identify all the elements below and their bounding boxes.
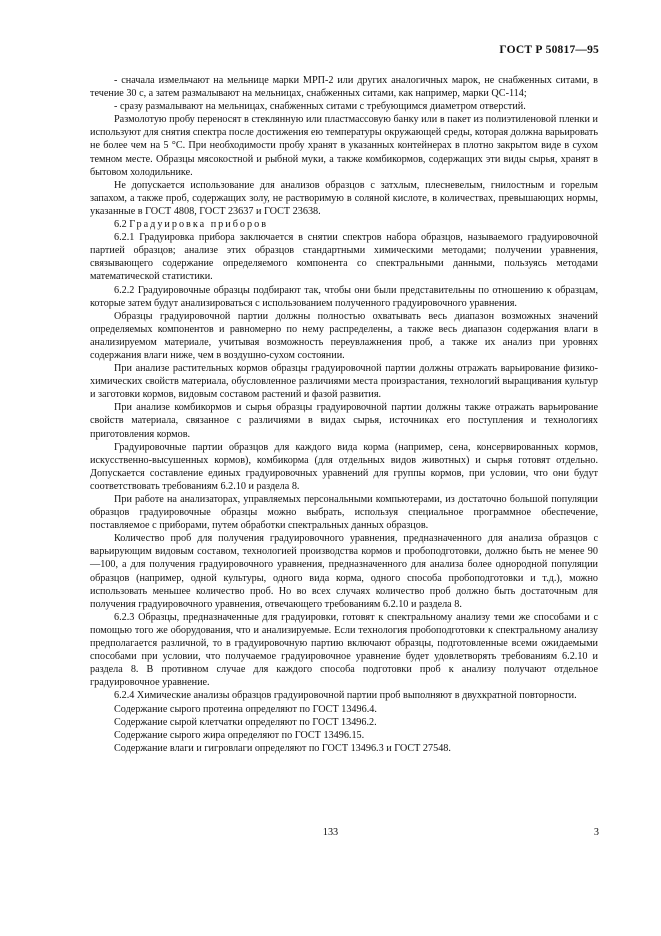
document-header-id: ГОСТ Р 50817—95 — [499, 44, 599, 56]
document-body — [90, 74, 598, 755]
body-paragraph: - сразу размалывают на мельницах, снабженных ситами с требующимся диаметром отверстий. — [114, 101, 526, 113]
section-heading — [90, 218, 598, 231]
body-paragraph: Содержание сырого жира определяют по ГОСТ 13496.15. — [114, 729, 365, 741]
body-paragraph: 6.2.1 Градуировка прибора заключается в снятии спектров набора образцов, называемого градуировочной партией образцов; анализе этих образцов стандартными химическими методами; получении уравнения, связывающего содержание определяемого компонента со спектральными данными, пользуясь методами математической статистики. — [90, 232, 598, 283]
page-number: 3 — [593, 827, 599, 838]
body-paragraph: Образцы градуировочной партии должны полностью охватывать весь диапазон возможных значений определяемых компонентов и равномерно по нему распределены, а также весь диапазон содержания влаги в анализируемом материале, учитывая возможность переувлажнения проб, а также их анализ при уровнях содержания влаги ниже, чем в воздушно-сухом состоянии. — [90, 310, 598, 361]
footer-center-number: 133 — [322, 827, 339, 838]
body-paragraph: При анализе комбикормов и сырья образцы градуировочной партии должны также отражать варьирование свойств материала, связанное с различиями в видах сырья, источниках его поступления и технологиях приготовления кормов. — [90, 402, 598, 440]
body-paragraph: - сначала измельчают на мельнице марки МРП-2 или других аналогичных марок, не снабженных ситами, в течение 30 с, а затем размалывают на мельницах, снабженных ситами, как например, марки QC-114; — [90, 75, 598, 100]
body-paragraph: Содержание сырой клетчатки определяют по ГОСТ 13496.2. — [114, 716, 377, 728]
section-title: Градуировка приборов — [129, 219, 269, 231]
body-paragraph: При анализе растительных кормов образцы градуировочной партии должны отражать варьирование физико-химических свойств материала, обусловленное различиями места произрастания, технологий выращивания культур и заготовки кормов, видовым составом растений и фазой развития. — [90, 363, 598, 401]
body-paragraph: 6.2.4 Химические анализы образцов градуировочной партии проб выполняют в двухкратной повторности. — [114, 690, 577, 702]
body-paragraph: Не допускается использование для анализов образцов с затхлым, плесневелым, гнилостным и горелым запахом, а также проб, содержащих золу, не растворимую в соляной кислоте, в количествах, превышающих нормы, указанные в ГОСТ 4808, ГОСТ 23637 и ГОСТ 23638. — [90, 179, 598, 217]
body-paragraph: 6.2.3 Образцы, предназначенные для градуировки, готовят к спектральному анализу теми же способами и с помощью того же оборудования, что и анализируемые. Если технология пробоподготовки к спектральному анализу предполагается различной, то в градуировочную партию включают образцы, подготовленные всеми ожидаемыми способами при условии, что получаемое градуировочное уравнение будет удовлетворять требованиям 6.2.10 и раздела 8. В противном случае для каждого способа подготовки проб к анализу получают отдельное градуировочное уравнение. — [90, 611, 598, 689]
body-paragraph: Содержание влаги и гигровлаги определяют по ГОСТ 13496.3 и ГОСТ 27548. — [114, 742, 451, 754]
body-paragraph: Градуировочные партии образцов для каждого вида корма (например, сена, консервированных кормов, искусственно-высушенных кормов), комбикорма (для отдельных видов животных) и сырья готовят отдельно. Допускается составление единых градуировочных уравнений для группы кормов, при условии, что они будут соответствовать требованиям 6.2.10 и раздела 8. — [90, 441, 598, 492]
body-paragraph: Содержание сырого протеина определяют по ГОСТ 13496.4. — [114, 703, 377, 715]
body-paragraph: Размолотую пробу переносят в стеклянную или пластмассовую банку или в пакет из полиэтиленовой пленки и используют для снятия спектра после достижения ею температуры окружающей среды, которая должна варьировать не более чем на 5 °С. При необходимости пробу хранят в указанных контейнерах в плотно закрытом виде в сухом темном месте. Образцы мясокостной и рыбной муки, а также комбикормов, содержащих эти виды сырья, хранят в бытовом холодильнике. — [90, 114, 598, 178]
body-paragraph: 6.2.2 Градуировочные образцы подбирают так, чтобы они были представительны по отношению к образцам, которые затем будут анализироваться с использованием полученного градуировочного уравнения. — [90, 284, 598, 309]
section-number: 6.2 — [114, 219, 127, 231]
body-paragraph: Количество проб для получения градуировочного уравнения, предназначенного для анализа образцов с варьирующим видовым составом, технологией производства кормов и пробоподготовки, должно быть не менее 90—100, а для получения градуировочного уравнения, предназначенного для анализа более однородной популяции образцов (например, одной культуры, одного вида корма, одного способа пробоподготовки и т.д.), можно использовать меньшее количество проб. Но во всех случаях количество проб должно быть достаточным для получения градуировочного уравнения, отвечающего требованиям 6.2.10 и раздела 8. — [90, 533, 598, 610]
body-paragraph: При работе на анализаторах, управляемых персональными компьютерами, из достаточно большой популяции образцов градуировочные образцы можно выбрать, используя специальное программное обеспечение, поставляемое с приборами, путем обработки спектральных данных образцов. — [90, 494, 598, 532]
